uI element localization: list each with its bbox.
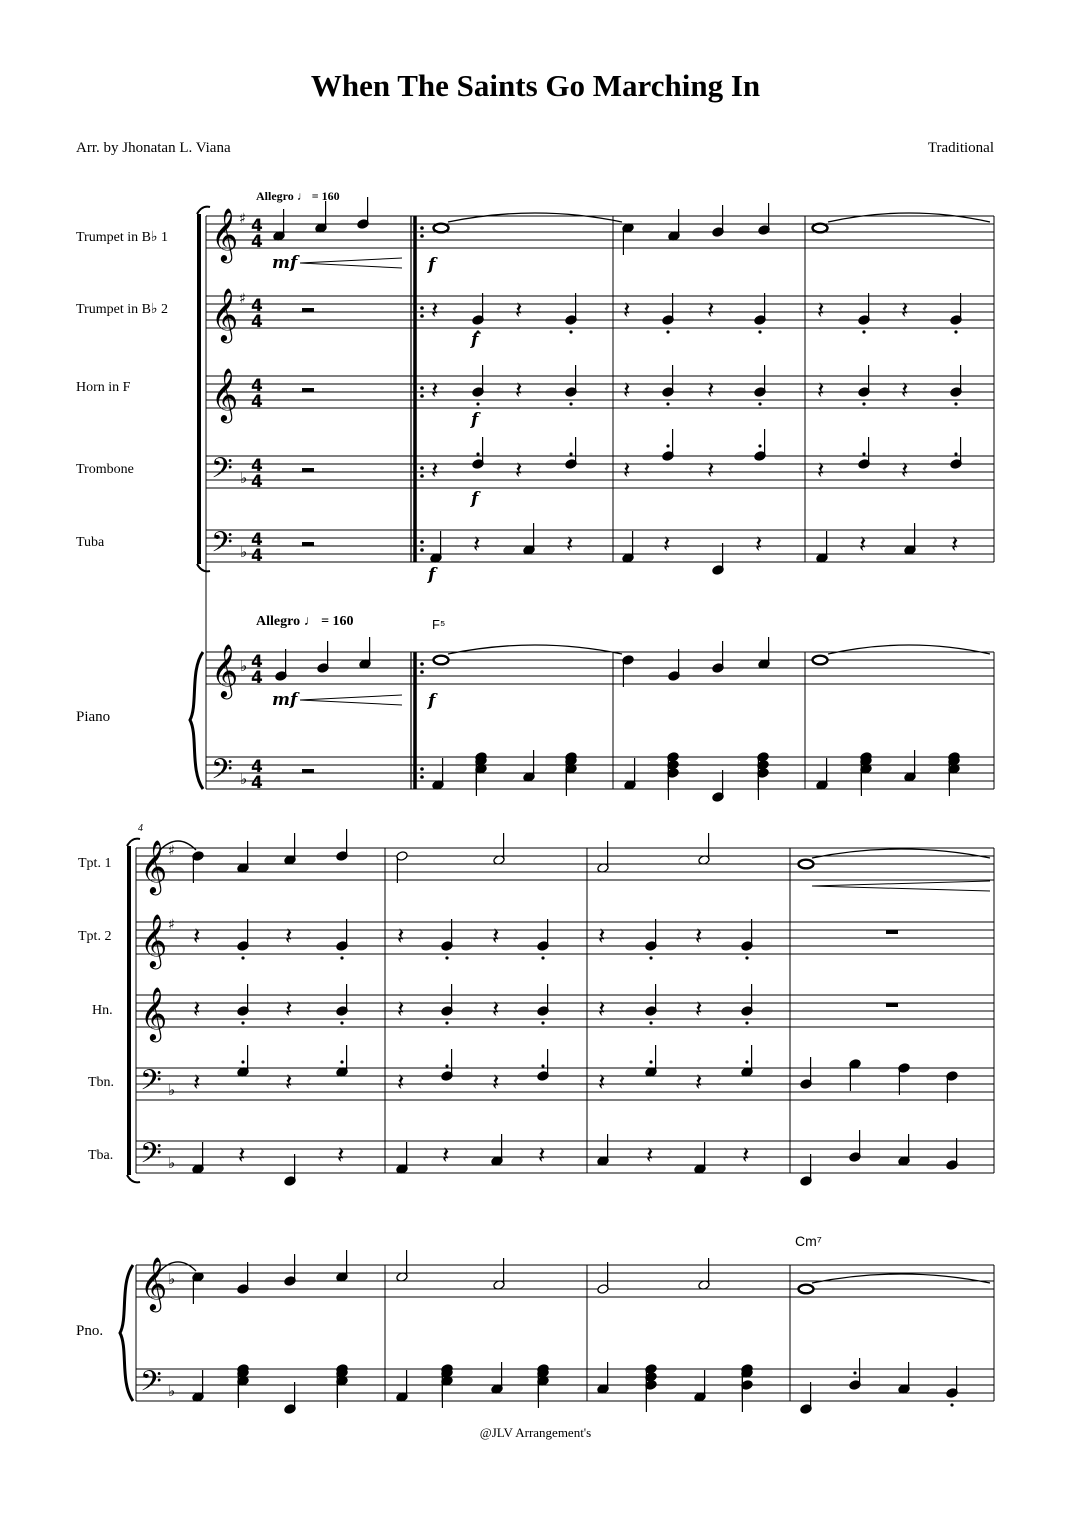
whole-rest (886, 1003, 898, 1007)
staccato-dot (666, 444, 669, 447)
dynamic-f: f (428, 691, 436, 711)
piano-brace (120, 1265, 133, 1401)
staccato-dot (476, 402, 479, 405)
quarter-rest: 𝄽 (695, 995, 703, 1023)
whole-note (813, 224, 828, 233)
staccato-dot (340, 1060, 343, 1063)
quarter-rest: 𝄽 (285, 995, 293, 1023)
staccato-dot (569, 330, 572, 333)
label-trombone: Trombone (76, 462, 134, 477)
bracket-hook (197, 207, 210, 214)
dynamic-f: f (471, 489, 479, 509)
quarter-rest: 𝄽 (623, 456, 631, 484)
quarter-rest: 𝄽 (431, 296, 439, 324)
label-pno: Pno. (76, 1323, 104, 1339)
quarter-rest: 𝄽 (901, 456, 909, 484)
staccato-dot (241, 1021, 244, 1024)
staccato-dot (666, 330, 669, 333)
quarter-rest: 𝄽 (566, 530, 574, 558)
flat-icon: ♭ (240, 657, 248, 675)
label-horn: Horn in F (76, 380, 131, 395)
quarter-rest: 𝄽 (859, 530, 867, 558)
label-trumpet-2: Trumpet in B♭ 2 (76, 302, 169, 317)
repeat-dot (420, 306, 424, 310)
time-signature: 4 (251, 530, 263, 550)
tempo-text-piano: Allegro (256, 614, 301, 629)
whole-rest (886, 930, 898, 934)
treble-clef-icon: 𝄞 (140, 913, 168, 967)
bracket-hook (127, 1175, 140, 1182)
repeat-dot (420, 474, 424, 478)
quarter-rest: 𝄽 (337, 1141, 345, 1169)
piano-brace (190, 652, 203, 789)
staccato-dot (569, 452, 572, 455)
time-signature: 4 (251, 312, 263, 332)
quarter-rest: 𝄽 (492, 1068, 500, 1096)
sharp-icon: ♯ (168, 917, 175, 933)
quarter-rest: 𝄽 (431, 456, 439, 484)
quarter-rest: 𝄽 (285, 1068, 293, 1096)
sharp-icon: ♯ (168, 843, 175, 859)
flat-icon: ♭ (240, 469, 248, 487)
quarter-rest: 𝄽 (538, 1141, 546, 1169)
quarter-rest: 𝄽 (285, 922, 293, 950)
quarter-rest: 𝄽 (238, 1141, 246, 1169)
staccato-dot (569, 402, 572, 405)
repeat-dot (420, 548, 424, 552)
label-tbn: Tbn. (88, 1075, 115, 1090)
quarter-rest: 𝄽 (901, 296, 909, 324)
treble-clef-icon: 𝄞 (211, 367, 239, 421)
time-signature: 4 (251, 456, 263, 476)
quarter-rest: 𝄽 (901, 376, 909, 404)
repeat-dot (420, 767, 424, 771)
quarter-note-icon: ♩ (303, 614, 318, 629)
bracket (197, 214, 201, 564)
staccato-dot (541, 1021, 544, 1024)
staccato-dot (671, 761, 674, 764)
sharp-icon: ♯ (239, 211, 246, 227)
composer-credit: Traditional (927, 140, 994, 156)
staccato-dot (340, 1021, 343, 1024)
staccato-dot (241, 1060, 244, 1063)
bracket (127, 846, 131, 1175)
repeat-dot (420, 466, 424, 470)
treble-clef-icon: 𝄞 (140, 839, 168, 893)
repeat-dot (420, 234, 424, 238)
label-piano: Piano (76, 709, 111, 725)
label-trumpet-1: Trumpet in B♭ 1 (76, 230, 169, 245)
staccato-dot (758, 402, 761, 405)
flat-icon: ♭ (168, 1081, 176, 1099)
quarter-rest: 𝄽 (442, 1141, 450, 1169)
quarter-rest: 𝄽 (817, 456, 825, 484)
repeat-dot (420, 386, 424, 390)
flat-icon: ♭ (168, 1270, 176, 1288)
staccato-dot (758, 330, 761, 333)
flat-icon: ♭ (168, 1382, 176, 1400)
quarter-rest: 𝄽 (646, 1141, 654, 1169)
dynamic-f: f (428, 255, 436, 275)
half-rest (302, 308, 314, 312)
repeat-dot (420, 226, 424, 230)
half-rest (302, 769, 314, 773)
staccato-dot (862, 330, 865, 333)
staccato-dot (541, 956, 544, 959)
quarter-rest: 𝄽 (623, 376, 631, 404)
quarter-rest: 𝄽 (193, 1068, 201, 1096)
quarter-rest: 𝄽 (755, 530, 763, 558)
tie (812, 849, 990, 858)
repeat-dot (420, 775, 424, 779)
dynamic-f: f (428, 565, 436, 585)
time-signature: 4 (251, 546, 263, 566)
tie (828, 213, 990, 222)
measure-number: 4 (138, 823, 143, 834)
footer-credit: @JLV Arrangement's (479, 1425, 592, 1440)
repeat-dot (420, 662, 424, 666)
staccato-dot (649, 1021, 652, 1024)
staccato-dot (340, 956, 343, 959)
bass-clef-icon: 𝄢 (140, 1137, 162, 1177)
whole-note (434, 224, 449, 233)
time-signature: 4 (251, 757, 263, 777)
quarter-note-icon: ♩ (296, 189, 309, 203)
dynamic-f: f (471, 410, 479, 430)
quarter-rest: 𝄽 (598, 922, 606, 950)
tie (448, 213, 622, 222)
staccato-dot (340, 1369, 343, 1372)
staccato-dot (569, 757, 572, 760)
flat-icon: ♭ (240, 543, 248, 561)
staccato-dot (761, 761, 764, 764)
sharp-icon: ♯ (239, 291, 246, 307)
quarter-rest: 𝄽 (473, 530, 481, 558)
treble-clef-icon: 𝄞 (140, 1256, 168, 1310)
staccato-dot (954, 452, 957, 455)
staccato-dot (445, 1021, 448, 1024)
crescendo-hairpin (300, 695, 402, 705)
staccato-dot (541, 1064, 544, 1067)
quarter-rest: 𝄽 (515, 456, 523, 484)
quarter-rest: 𝄽 (817, 296, 825, 324)
quarter-rest: 𝄽 (397, 995, 405, 1023)
staccato-dot (666, 402, 669, 405)
treble-clef-icon: 𝄞 (211, 287, 239, 341)
quarter-rest: 𝄽 (951, 530, 959, 558)
quarter-rest: 𝄽 (663, 530, 671, 558)
quarter-rest: 𝄽 (817, 376, 825, 404)
quarter-rest: 𝄽 (492, 922, 500, 950)
staccato-dot (950, 1403, 953, 1406)
tie (828, 645, 990, 654)
staccato-dot (954, 402, 957, 405)
staccato-dot (445, 1369, 448, 1372)
time-signature: 4 (251, 652, 263, 672)
time-signature: 4 (251, 216, 263, 236)
quarter-rest: 𝄽 (397, 922, 405, 950)
flat-icon: ♭ (240, 770, 248, 788)
bass-clef-icon: 𝄢 (211, 526, 233, 566)
chord-symbol-f5: F⁵ (432, 617, 446, 632)
staccato-dot (476, 452, 479, 455)
time-signature: 4 (251, 392, 263, 412)
quarter-rest: 𝄽 (707, 376, 715, 404)
half-rest (302, 388, 314, 392)
label-tuba: Tuba (76, 535, 105, 550)
staccato-dot (649, 1060, 652, 1063)
staccato-dot (954, 330, 957, 333)
staccato-dot (541, 1369, 544, 1372)
bass-clef-icon: 𝄢 (140, 1064, 162, 1104)
treble-clef-icon: 𝄞 (211, 207, 239, 261)
label-tpt1: Tpt. 1 (78, 856, 112, 871)
staccato-dot (649, 956, 652, 959)
quarter-rest: 𝄽 (598, 1068, 606, 1096)
time-signature: 4 (251, 668, 263, 688)
dynamic-f: f (471, 330, 479, 350)
bass-clef-icon: 𝄢 (211, 452, 233, 492)
staccato-dot (952, 757, 955, 760)
flat-icon: ♭ (168, 1154, 176, 1172)
staccato-dot (862, 452, 865, 455)
label-tpt2: Tpt. 2 (78, 929, 112, 944)
bass-clef-icon: 𝄢 (140, 1365, 162, 1405)
repeat-dot (420, 670, 424, 674)
staccato-dot (745, 1021, 748, 1024)
treble-clef-icon: 𝄞 (211, 643, 239, 697)
quarter-rest: 𝄽 (707, 456, 715, 484)
tempo-text: Allegro (256, 189, 294, 203)
repeat-dot (420, 394, 424, 398)
time-signature: 4 (251, 232, 263, 252)
whole-note (813, 656, 828, 665)
staccato-dot (758, 444, 761, 447)
quarter-rest: 𝄽 (193, 995, 201, 1023)
quarter-rest: 𝄽 (695, 1068, 703, 1096)
staccato-dot (445, 1064, 448, 1067)
quarter-rest: 𝄽 (492, 995, 500, 1023)
quarter-rest: 𝄽 (431, 376, 439, 404)
staccato-dot (864, 757, 867, 760)
hairpin (812, 881, 990, 886)
quarter-rest: 𝄽 (623, 296, 631, 324)
staccato-dot (241, 1369, 244, 1372)
tie (812, 1274, 990, 1283)
tie (448, 645, 622, 654)
hairpin (812, 886, 990, 891)
staccato-dot (862, 402, 865, 405)
bass-clef-icon: 𝄢 (211, 753, 233, 793)
staccato-dot (745, 1373, 748, 1376)
staccato-dot (479, 757, 482, 760)
staccato-dot (745, 1060, 748, 1063)
time-signature: 4 (251, 773, 263, 793)
time-signature: 4 (251, 296, 263, 316)
bracket-hook (197, 564, 210, 571)
whole-note (799, 1285, 814, 1294)
quarter-rest: 𝄽 (193, 922, 201, 950)
arranger-credit: Arr. by Jhonatan L. Viana (76, 140, 231, 156)
time-signature: 4 (251, 472, 263, 492)
label-tba: Tba. (88, 1148, 114, 1163)
staccato-dot (853, 1371, 856, 1374)
bracket-hook (127, 839, 140, 846)
dynamic-mf: mf (272, 690, 298, 710)
quarter-rest: 𝄽 (598, 995, 606, 1023)
staccato-dot (649, 1373, 652, 1376)
quarter-rest: 𝄽 (515, 376, 523, 404)
treble-clef-icon: 𝄞 (140, 986, 168, 1040)
tempo-value-piano: = 160 (321, 614, 354, 629)
quarter-rest: 𝄽 (515, 296, 523, 324)
dynamic-mf: mf (272, 253, 298, 273)
label-hn: Hn. (92, 1003, 113, 1018)
time-signature: 4 (251, 376, 263, 396)
staccato-dot (445, 956, 448, 959)
staccato-dot (745, 956, 748, 959)
whole-note (434, 656, 449, 665)
quarter-rest: 𝄽 (695, 922, 703, 950)
quarter-rest: 𝄽 (742, 1141, 750, 1169)
score-title: When The Saints Go Marching In (310, 68, 761, 103)
staccato-dot (241, 956, 244, 959)
whole-note (799, 860, 814, 869)
crescendo-hairpin (300, 258, 402, 268)
half-rest (302, 542, 314, 546)
repeat-dot (420, 540, 424, 544)
quarter-rest: 𝄽 (397, 1068, 405, 1096)
quarter-rest: 𝄽 (707, 296, 715, 324)
repeat-dot (420, 314, 424, 318)
half-rest (302, 468, 314, 472)
chord-symbol-cm7: Cm⁷ (795, 1233, 822, 1249)
tempo-value: = 160 (311, 189, 340, 203)
